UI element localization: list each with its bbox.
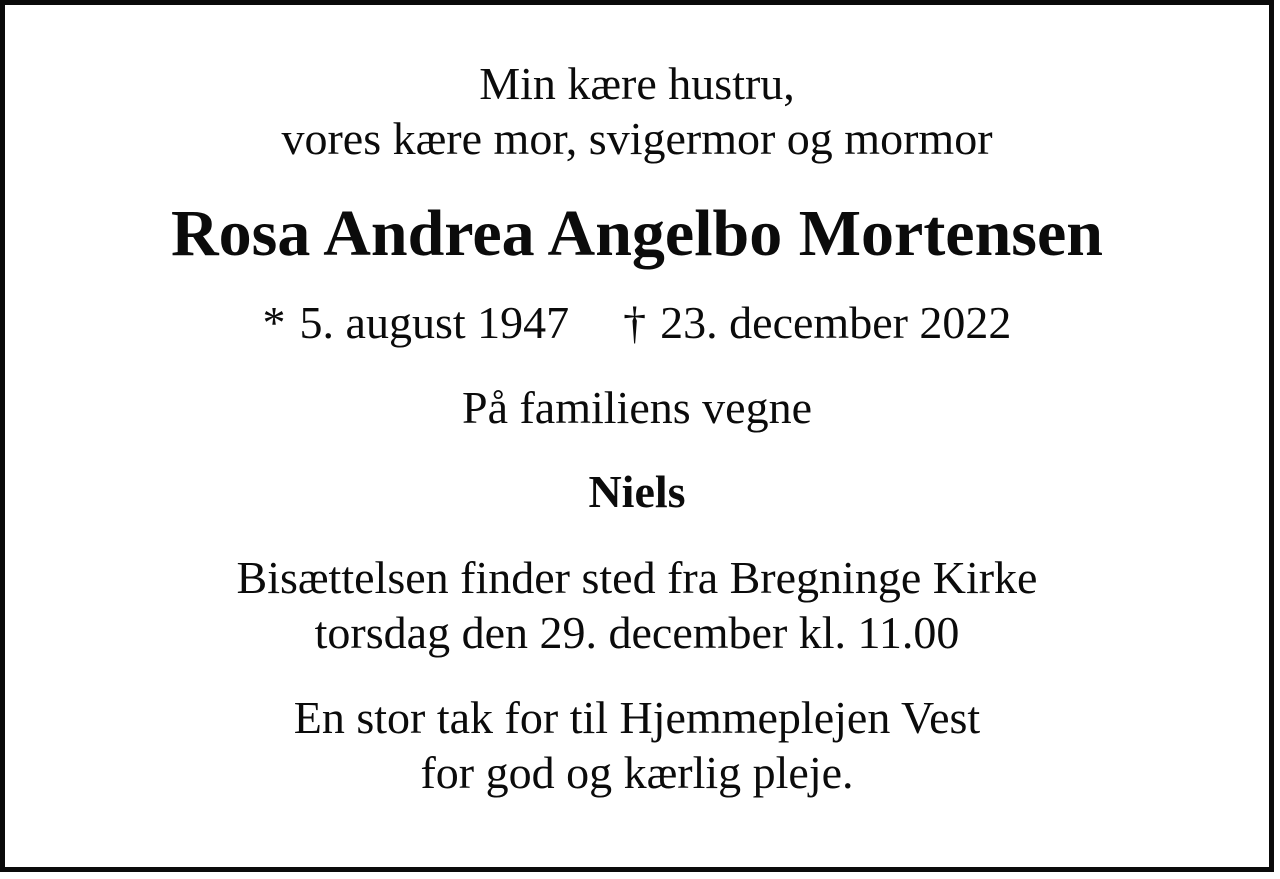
intro-line-1: Min kære hustru, xyxy=(479,58,795,109)
intro-lines xyxy=(0,56,1274,166)
birth-date-group xyxy=(263,295,570,350)
signature-name: Niels xyxy=(588,466,686,517)
ceremony-line-2: torsdag den 29. december kl. 11.00 xyxy=(314,607,960,658)
ceremony-lines xyxy=(0,550,1274,660)
life-dates xyxy=(0,295,1274,350)
thanks-lines xyxy=(0,690,1274,800)
on-behalf-line: På familiens vegne xyxy=(461,382,812,433)
thanks-line-2: for god og kærlig pleje. xyxy=(420,747,854,798)
birth-date: 5. august 1947 xyxy=(299,297,570,348)
birth-star-symbol: * xyxy=(262,297,286,348)
death-date-group xyxy=(623,295,1011,350)
thanks-line-1: En stor tak for til Hjemmeplejen Vest xyxy=(293,692,981,743)
ceremony-line-1: Bisættelsen finder sted fra Bregninge Kirke xyxy=(236,552,1038,603)
intro-line-2: vores kære mor, svigermor og mormor xyxy=(281,113,993,164)
deceased-name: Rosa Andrea Angelbo Mortensen xyxy=(171,197,1103,270)
death-date: 23. december 2022 xyxy=(660,297,1012,348)
death-cross-symbol: † xyxy=(623,297,647,348)
